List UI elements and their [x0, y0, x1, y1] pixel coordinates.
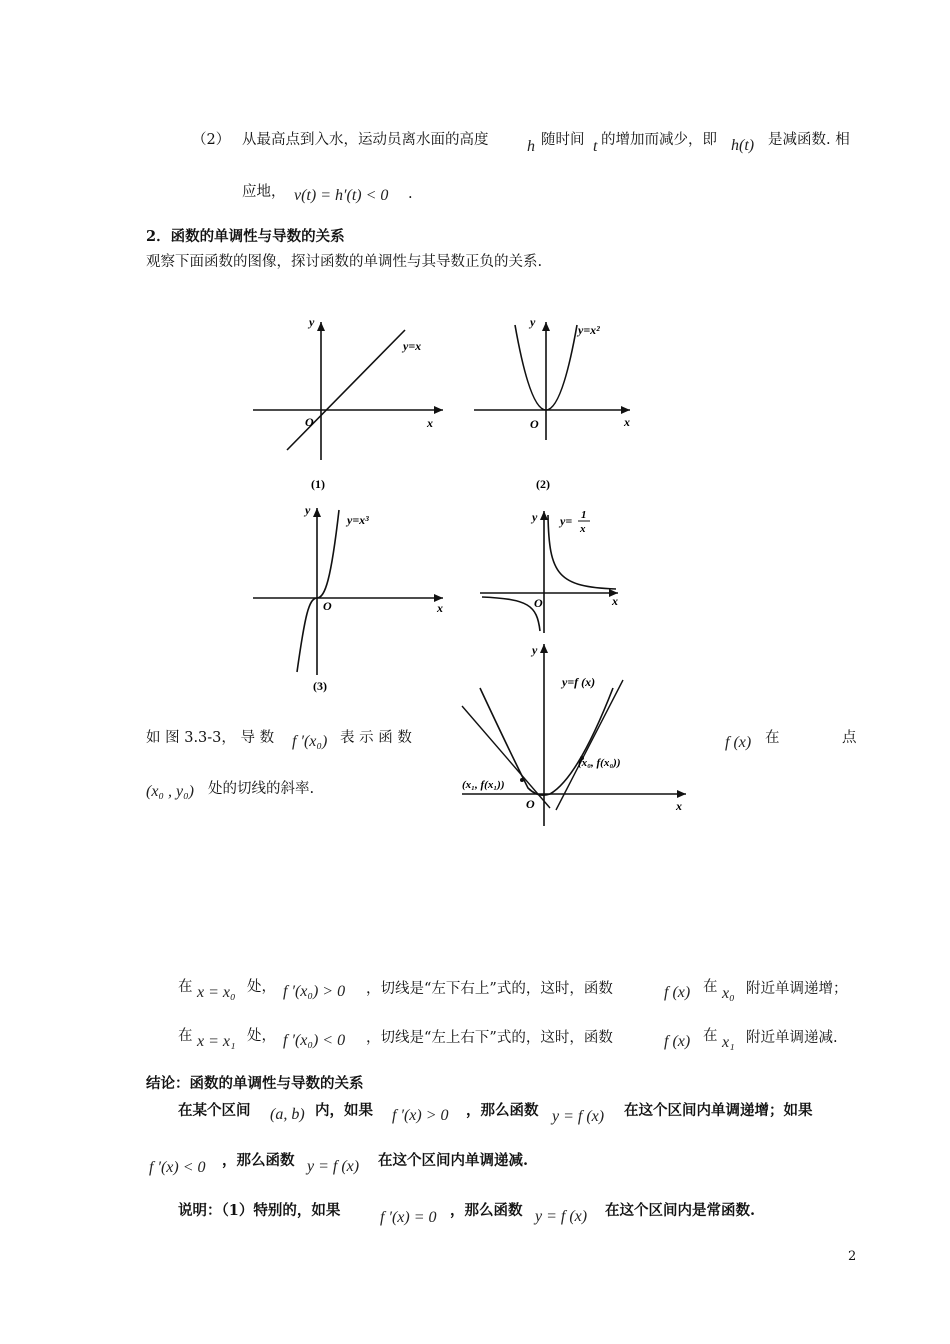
paragraph-text: 在这个区间内单调递增；如果 [624, 1102, 813, 1119]
paragraph-text: 在 [178, 979, 193, 995]
paragraph-text: 处的切线的斜率. [208, 781, 315, 797]
point-label-x1: (x₁, f(x₁)) [462, 779, 505, 791]
paragraph-text: 观察下面函数的图像，探讨函数的单调性与其导数正负的关系. [146, 254, 543, 270]
function-label-lhs: y= [560, 514, 573, 528]
math-expr: f ′(x₀) [292, 733, 328, 750]
y-axis-arrow [313, 508, 321, 517]
y-axis-arrow [317, 322, 325, 331]
math-var: h [527, 138, 535, 155]
graph-caption: (1) [311, 477, 325, 491]
origin-label: O [305, 415, 314, 429]
paragraph-text: . [408, 186, 413, 202]
paragraph-text: 的增加而减少，即 [601, 132, 717, 148]
paragraph-text: 在这个区间内单调递减. [378, 1152, 529, 1169]
curve-hyperbola-left [482, 597, 540, 631]
paragraph-text: 在某个区间 [178, 1102, 251, 1119]
math-expr: x = x₁ [197, 1033, 236, 1050]
origin-label: O [526, 797, 535, 811]
math-expr: f (x) [664, 1033, 691, 1050]
paragraph-text: 在 [703, 1028, 718, 1044]
math-expr: f (x) [664, 984, 691, 1001]
x-axis-label: x [676, 799, 682, 813]
graph-caption: (3) [313, 679, 327, 693]
paragraph-text: ，那么函数 [450, 1202, 523, 1219]
function-label: y=x³ [347, 513, 369, 527]
page-number: 2 [848, 1249, 857, 1264]
math-expr: f ′(x) < 0 [149, 1159, 206, 1176]
paragraph-text: 处， [247, 979, 276, 995]
paragraph-text: 点 [842, 730, 857, 746]
math-expr: f (x) [725, 734, 752, 751]
paragraph-text: 如 图 3.3-3， 导 数 [146, 730, 275, 746]
paragraph-text: 内，如果 [315, 1102, 373, 1119]
fraction-denominator: x [580, 523, 586, 535]
paragraph-text: 说明：（1）特别的，如果 [178, 1202, 341, 1219]
x-axis-label: x [612, 594, 618, 608]
y-axis-arrow [542, 322, 550, 331]
curve-line [287, 330, 405, 450]
x-axis-arrow [621, 406, 630, 414]
origin-label: O [530, 417, 539, 431]
paragraph-text: 在 [703, 979, 718, 995]
graph-tangents [458, 638, 698, 828]
math-expr: f ′(x) = 0 [380, 1209, 437, 1226]
curve-cubic [297, 510, 339, 672]
y-axis-label: y [532, 643, 538, 657]
math-expr: v(t) = h′(t) < 0 [294, 187, 389, 204]
paragraph-text: 在这个区间内是常函数. [605, 1202, 756, 1219]
paragraph-text: 是减函数. 相 [768, 132, 850, 148]
origin-label: O [534, 596, 543, 610]
tangent-point-x1 [520, 778, 524, 782]
section-heading: 2．函数的单调性与导数的关系 [146, 228, 345, 245]
math-expr: y = f (x) [552, 1108, 605, 1125]
math-expr: (a, b) [270, 1106, 305, 1123]
math-var: x₁ [722, 1034, 735, 1051]
y-axis-arrow [540, 644, 548, 653]
paragraph-text: 应地， [242, 184, 286, 200]
x-axis-label: x [437, 601, 443, 615]
paragraph-text: 表 示 函 数 [340, 730, 412, 746]
graph-caption: (2) [536, 477, 550, 491]
paragraph-text: ，切线是“左上右下”式的，这时，函数 [366, 1030, 613, 1046]
paragraph-text: ，那么函数 [466, 1102, 539, 1119]
math-expr: y = f (x) [307, 1158, 360, 1175]
y-axis-label: y [530, 315, 536, 329]
tangent-line-x1 [462, 706, 550, 808]
graph-linear [245, 310, 455, 500]
function-label: y=x² [578, 323, 600, 337]
x-axis-arrow [677, 790, 686, 798]
item-number: （2） [192, 132, 231, 148]
math-expr: y = f (x) [535, 1208, 588, 1225]
graph-quadratic [470, 310, 640, 500]
paragraph-text: 附近单调递增； [746, 981, 848, 997]
point-label-x0: (x₀, f(x₀)) [578, 757, 621, 769]
graph-cubic [245, 500, 455, 695]
paragraph-text: 附近单调递减. [746, 1030, 838, 1046]
x-axis-label: x [427, 416, 433, 430]
math-expr: f ′(x₀) > 0 [283, 983, 346, 1000]
conclusion-heading: 结论：函数的单调性与导数的关系 [146, 1075, 364, 1092]
x-axis-label: x [624, 415, 630, 429]
math-expr: x = x₀ [197, 984, 236, 1001]
fraction-numerator: 1 [581, 509, 587, 521]
y-axis-label: y [305, 503, 311, 517]
x-axis-arrow [434, 406, 443, 414]
paragraph-text: ，那么函数 [222, 1152, 295, 1169]
paragraph-text: 在 [765, 730, 780, 746]
math-var: t [593, 138, 598, 155]
paragraph-text: 在 [178, 1028, 193, 1044]
math-expr: f ′(x) > 0 [392, 1107, 449, 1124]
graph-reciprocal [478, 505, 628, 635]
function-label: y=x [403, 339, 422, 353]
paragraph-text: 随时间 [541, 132, 585, 148]
origin-label: O [323, 599, 332, 613]
paragraph-text: 处， [247, 1028, 276, 1044]
function-label: y=f (x) [562, 675, 596, 689]
math-expr: (x₀ , y₀) [146, 783, 194, 800]
math-expr: h(t) [731, 137, 755, 154]
y-axis-arrow [540, 511, 548, 520]
y-axis-label: y [309, 315, 315, 329]
paragraph-text: ，切线是“左下右上”式的，这时，函数 [366, 981, 613, 997]
paragraph-text: 从最高点到入水，运动员离水面的高度 [242, 132, 489, 148]
math-var: x₀ [722, 985, 735, 1002]
tangent-line-x0 [556, 680, 623, 810]
y-axis-label: y [532, 510, 538, 524]
math-expr: f ′(x₀) < 0 [283, 1032, 346, 1049]
